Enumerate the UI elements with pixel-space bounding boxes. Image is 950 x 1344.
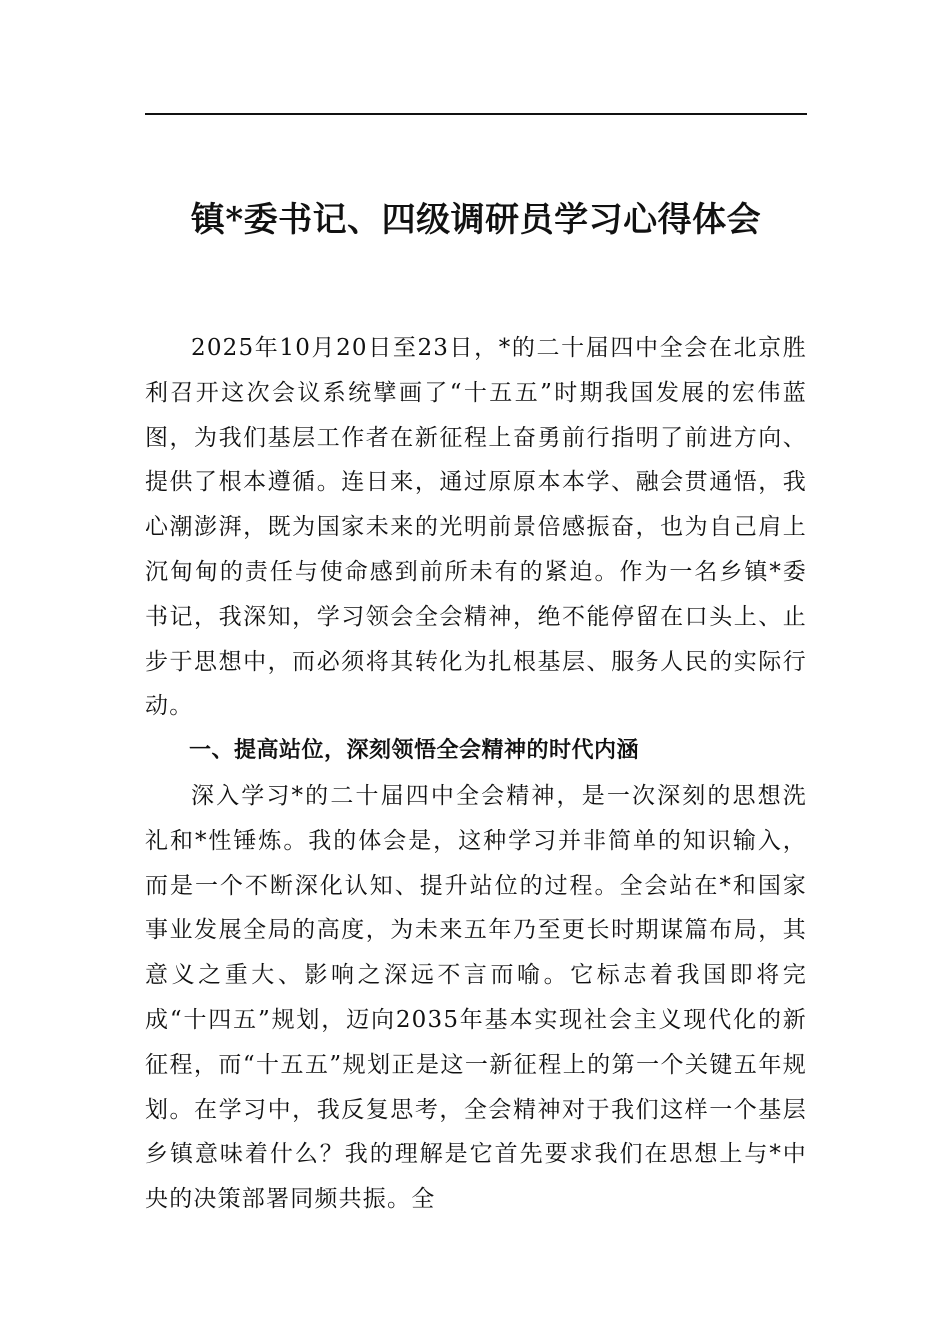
document-title: 镇*委书记、四级调研员学习心得体会 xyxy=(190,200,762,240)
section-1-paragraph: 深入学习*的二十届四中全会精神，是一次深刻的思想洗礼和*性锤炼。我的体会是，这种学习并非简单的知识输入，而是一个不断深化认知、提升站位的过程。全会站在*和国家事业发展全局的高度，为未来五年乃至更长时期谋篇布局，其意义之重大、影响之深远不言而喻。它标志着我国即将完成“十四五”规划，迈向2035年基本实现社会主义现代化的新征程，而“十五五”规划正是这一新征程上的第一个关键五年规划。在学习中，我反复思考，全会精神对于我们这样一个基层乡镇意味着什么？我的理解是它首先要求我们在思想上与*中央的决策部署同频共振。全 xyxy=(145,782,807,1213)
section-heading-1: 一、提高站位，深刻领悟全会精神的时代内涵 xyxy=(189,738,640,764)
intro-paragraph: 2025年10月20日至23日，*的二十届四中全会在北京胜利召开这次会议系统擘画了“十五五”时期我国发展的宏伟蓝图，为我们基层工作者在新征程上奋勇前行指明了前进方向、提供了根本遵循。连日来，通过原原本本学、融会贯通悟，我心潮澎湃，既为国家未来的光明前景倍感振奋，也为自己肩上沉甸甸的责任与使命感到前所未有的紧迫。作为一名乡镇*委书记，我深知，学习领会全会精神，绝不能停留在口头上、止步于思想中，而必须将其转化为扎根基层、服务人民的实际行动。 xyxy=(145,335,807,720)
document-body xyxy=(145,326,807,1222)
header-rule xyxy=(145,113,807,115)
